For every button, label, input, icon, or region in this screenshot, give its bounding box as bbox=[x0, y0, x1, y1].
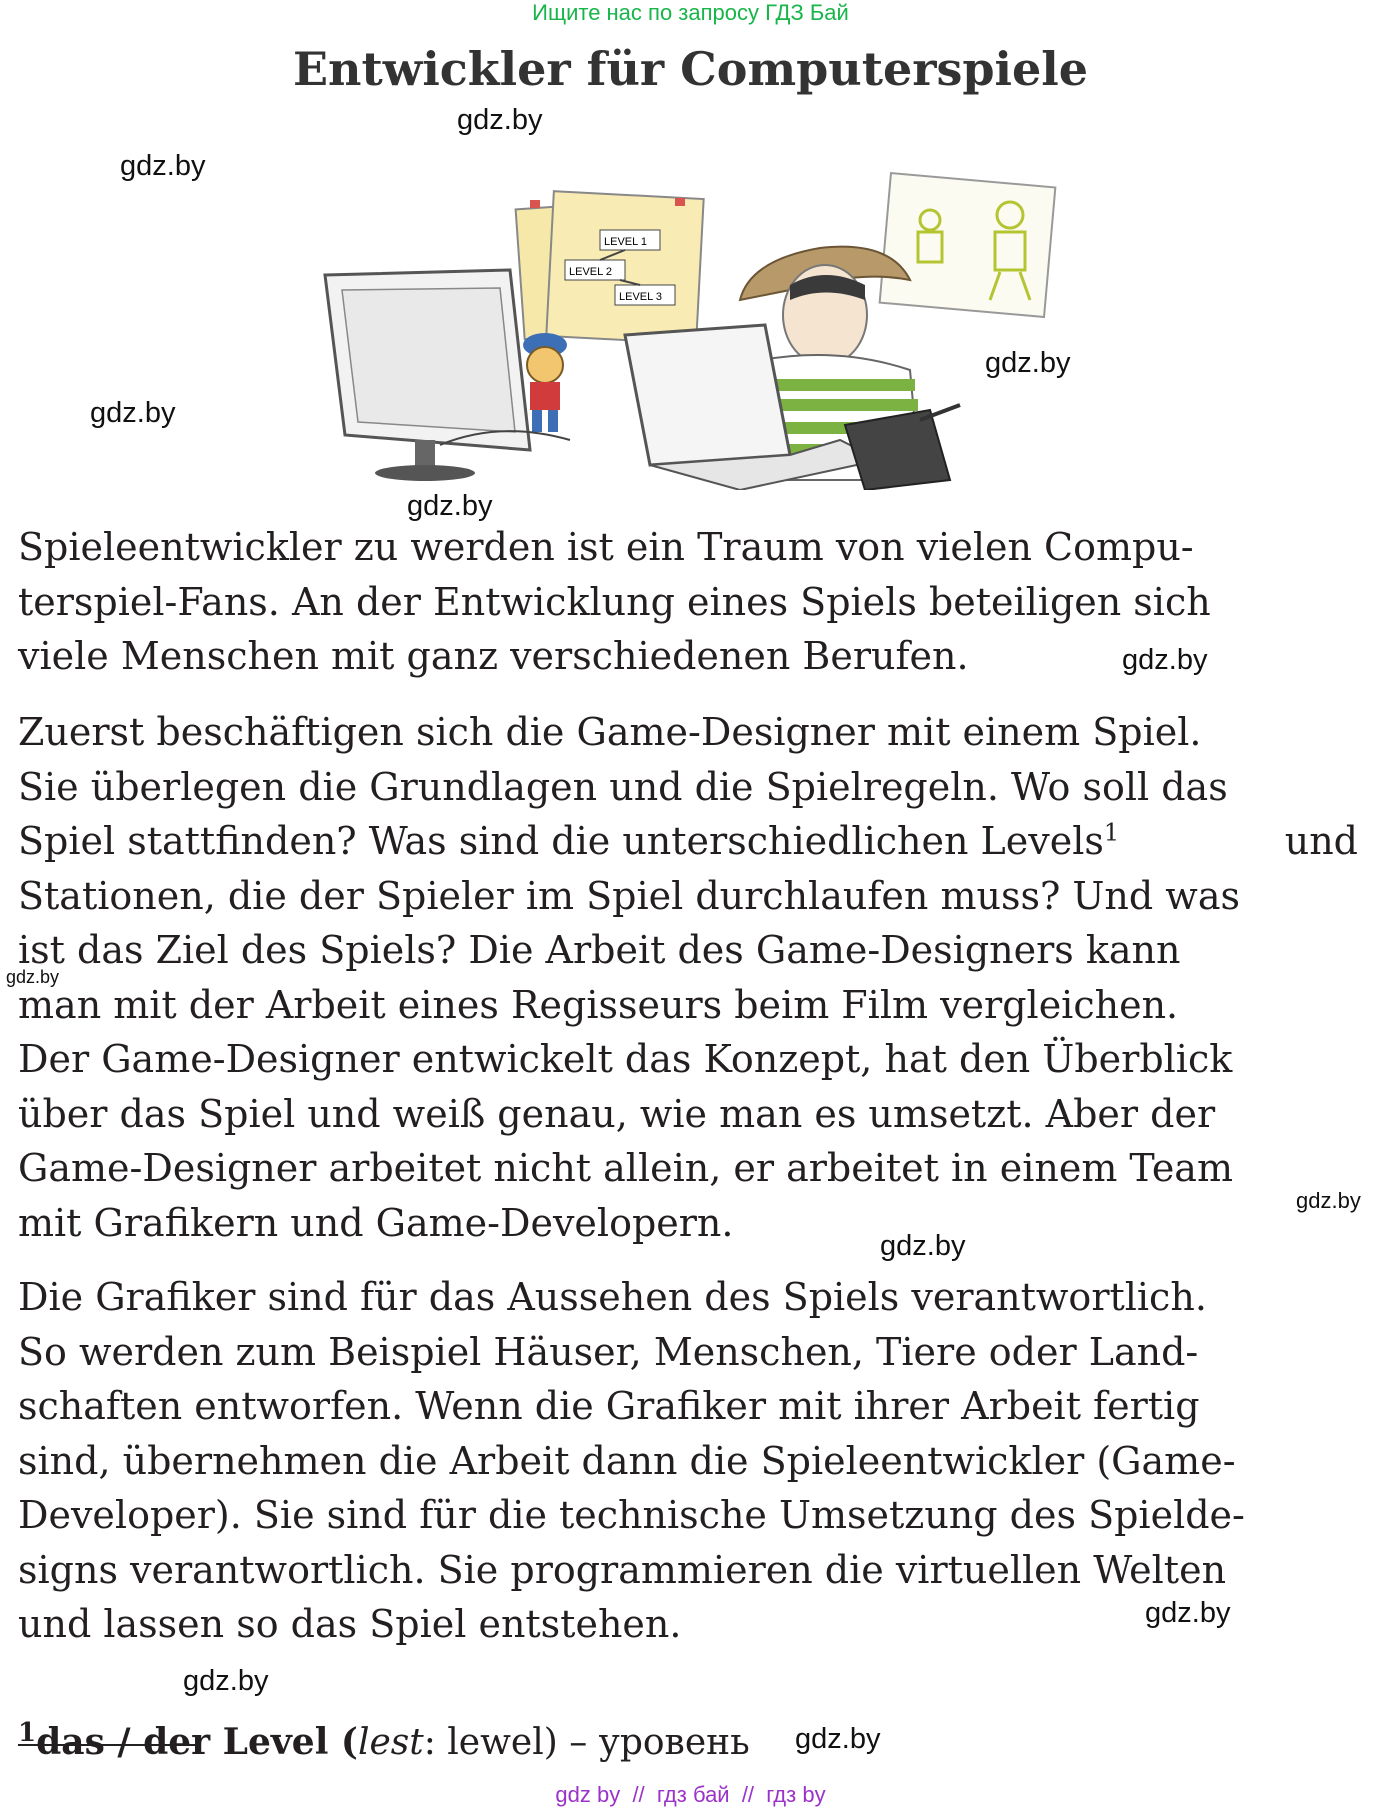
text-line: Sie überlegen die Grundlagen und die Spielregeln. Wo soll das bbox=[18, 764, 1228, 809]
paragraph-graphics bbox=[18, 1270, 1358, 1652]
page-title: Entwickler für Computerspiele bbox=[292, 42, 1089, 96]
text-line: Stationen, die der Spieler im Spiel durchlaufen muss? Und was bbox=[18, 873, 1240, 918]
level-label: LEVEL 1 bbox=[604, 236, 648, 248]
text-line: viele Menschen mit ganz verschiedenen Berufen. bbox=[18, 634, 969, 678]
text-line: Die Grafiker sind für das Aussehen des Spiels verantwortlich. bbox=[18, 1275, 1207, 1319]
robot-sketch bbox=[880, 173, 1056, 317]
level-notes bbox=[516, 191, 704, 344]
text-line: Spieleentwickler zu werden ist ein Traum von vielen Compu- bbox=[18, 525, 1194, 569]
desktop-monitor bbox=[325, 270, 530, 481]
footnote-ref[interactable]: 1 bbox=[1103, 818, 1120, 847]
text-line: Der Game-Designer entwickelt das Konzept, hat den Überblick bbox=[18, 1037, 1233, 1081]
watermark: gdz.by bbox=[90, 397, 176, 429]
text-line: ist das Ziel des Spiels? Die Arbeit des Game-Designers kann bbox=[18, 928, 1181, 972]
footnote-lest: lest bbox=[357, 1722, 424, 1763]
footnote-term: das / der Level ( bbox=[36, 1721, 358, 1763]
text-line bbox=[18, 814, 1358, 869]
footnote-translation: : lewel) – уровень bbox=[423, 1722, 750, 1763]
text-line: signs verantwortlich. Sie programmieren die virtuellen Welten bbox=[18, 1547, 1227, 1592]
text-line: mit Grafikern und Game-Developern. bbox=[18, 1200, 734, 1245]
game-developer-illustration bbox=[320, 160, 1060, 490]
watermark: gdz.by bbox=[120, 150, 206, 182]
text-line: schaften entworfen. Wenn die Grafiker mit ihrer Arbeit fertig bbox=[18, 1384, 1200, 1428]
watermark: gdz.by bbox=[880, 1230, 966, 1262]
paragraph-game-designer bbox=[18, 705, 1358, 1250]
text-line: So werden zum Beispiel Häuser, Menschen, Tiere oder Land- bbox=[18, 1329, 1199, 1374]
watermark: gdz.by bbox=[407, 490, 493, 522]
text-line: und lassen so das Spiel entstehen. bbox=[18, 1602, 682, 1646]
watermark: gdz.by bbox=[1296, 1188, 1361, 1213]
watermark: gdz.by bbox=[183, 1665, 269, 1697]
footnote bbox=[18, 1718, 750, 1763]
text-line: Developer). Sie sind für die technische Umsetzung des Spielde- bbox=[18, 1493, 1245, 1537]
watermark: gdz.by bbox=[1122, 644, 1208, 676]
toy-figurine bbox=[523, 333, 567, 432]
text-line: man mit der Arbeit eines Regisseurs beim Film vergleichen. bbox=[18, 982, 1179, 1027]
text-line: Zuerst beschäftigen sich die Game-Designer mit einem Spiel. bbox=[18, 710, 1202, 754]
level-label: LEVEL 3 bbox=[619, 291, 663, 303]
paragraph-intro bbox=[18, 520, 1358, 684]
top-banner[interactable]: Ищите нас по запросу ГДЗ Бай bbox=[532, 0, 849, 25]
text-line: über das Spiel und weiß genau, wie man es umsetzt. Aber der bbox=[18, 1091, 1216, 1136]
level-label: LEVEL 2 bbox=[569, 266, 613, 278]
watermark: gdz.by bbox=[1145, 1597, 1231, 1629]
text-line: sind, übernehmen die Arbeit dann die Spieleentwickler (Game- bbox=[18, 1438, 1236, 1483]
watermark: gdz.by bbox=[6, 967, 60, 987]
watermark: gdz.by bbox=[985, 347, 1071, 379]
bottom-banner[interactable]: gdz by // гдз бай // гдз by bbox=[555, 1782, 826, 1807]
watermark: gdz.by bbox=[795, 1723, 881, 1755]
text-line-part: Spiel stattfinden? Was sind die unterschiedlichen Levels bbox=[18, 819, 1104, 863]
text-line: Game-Designer arbeitet nicht allein, er arbeitet in einem Team bbox=[18, 1146, 1233, 1190]
text-line-part: und bbox=[1284, 819, 1358, 863]
footnote-marker: 1 bbox=[18, 1718, 37, 1748]
text-line: terspiel-Fans. An der Entwicklung eines Spiels beteiligen sich bbox=[18, 579, 1211, 624]
watermark: gdz.by bbox=[457, 104, 543, 136]
